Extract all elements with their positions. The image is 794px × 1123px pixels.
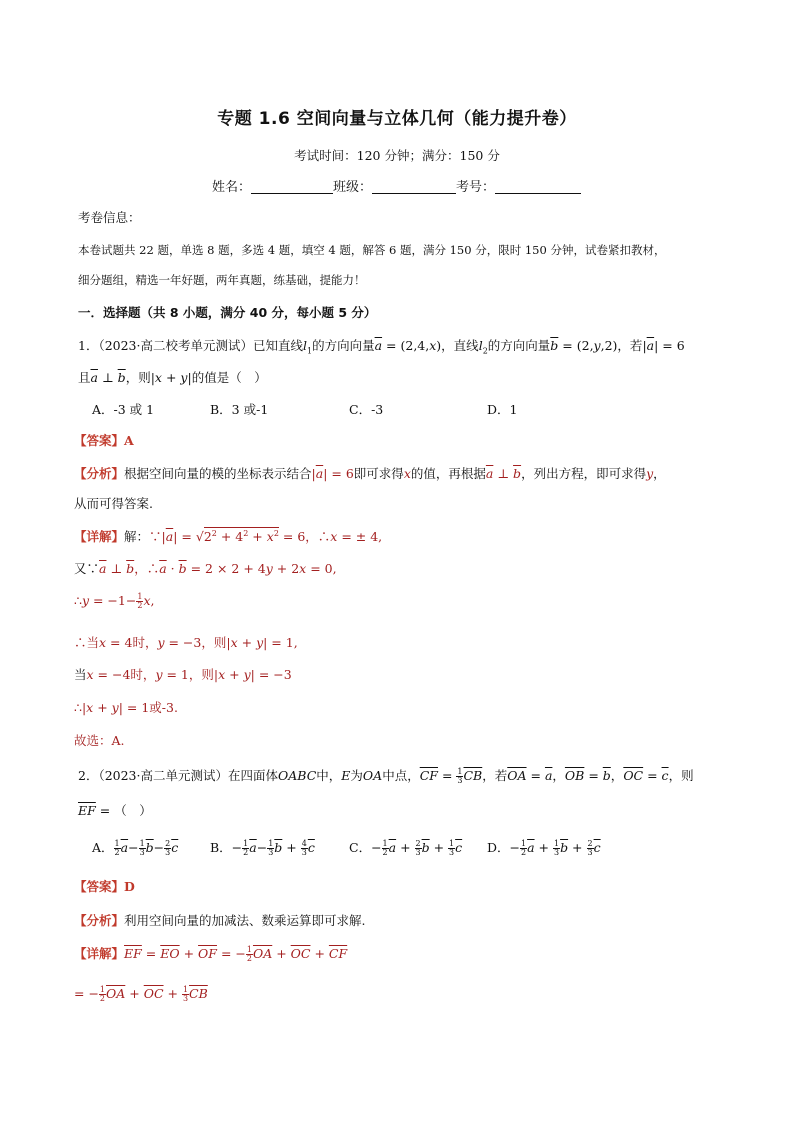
q1-detail-6: ∴|x + y| = 1或-3. [74,700,178,715]
q2-option-c[interactable]: C．− $\frac{1}{2}$ $\overline{a}$ + $\frac{2}{3}$ $\overline{b}$ + $\frac{1}{3}$ $\overline{c}$ [349,839,463,857]
class-blank[interactable] [372,179,456,194]
q1-analysis: 【分析】根据空间向量的模的坐标表示结合$|\overline{a}| = 6$即可求得x的值，再根据$\overline{a}$ ⊥ $\overline{b}$，列出方程，即可求得y， [74,466,666,481]
q1-detail-4: ∴当x = 4时，y = −3，则|x + y| = 1, [74,635,298,650]
info-heading: 考卷信息： [78,210,141,225]
q2-answer: 【答案】D [74,879,135,894]
q2-stem-line-2: $\overline{EF}$ = （ ） [78,803,152,818]
q1-choose: 故选：A. [74,733,125,748]
q2-option-b[interactable]: B．− $\frac{1}{2}$ $\overline{a}-$ $\frac{1}{3}$ $\overline{b}$ + $\frac{4}{3}$ $\overline{c}$ [210,839,315,857]
info-line-2: 细分题组，精选一年好题，两年真题，练基础，提能力！ [78,273,366,287]
q1-detail-2: 又$\because\overline{a}$ ⊥ $\overline{b}$，$\therefore\overline{a} \cdot \overline{b} = 2 \times 2 + 4y + 2x = 0$, [74,561,337,576]
q2-stem-line-1: 2．（2023·高二单元测试）在四面体OABC中，E为OA中点，$\overline{CF}$ = $\frac{1}{3}$ $\overline{CB}$，若$\overline{OA} = \overline{a}$，$\overline{OB} = \overline{b}$，$\overline{OC} = \overline{c}$，则 [78,767,694,785]
name-label: 姓名： [212,180,252,195]
page-title: 专题 1.6 空间向量与立体几何（能力提升卷） [217,109,577,129]
q2-option-a[interactable]: A． $\frac{1}{2}$ $\overline{a}-$ $\frac{1}{3}$ $\overline{b}-$ $\frac{2}{3}$ $\overline{c}$ [92,839,179,857]
number-label: 考号： [456,180,496,195]
info-line-1: 本卷试题共 22 题，单选 8 题，多选 4 题，填空 4 题，解答 6 题，满分 150 分，限时 150 分钟，试卷紧扣教材， [78,243,666,257]
q1-stem-line-2: 且$\overline{a}$ ⊥ $\overline{b}$，则|x + y|的值是（ ） [78,370,267,385]
q2-detail-2: = − $\frac{1}{2}$ $\overline{OA} + \overline{OC}$ + $\frac{1}{3}$ $\overline{CB}$ [74,985,208,1003]
q1-stem-line-1: 1．（2023·高二校考单元测试）已知直线$l_1$的方向向量$\overline{a} = (2,4,x)$，直线$l_2$的方向向量$\overline{b} = (2,y,2)$，若$|\overline{a}| = 6$ [78,338,685,356]
q2-option-d[interactable]: D．− $\frac{1}{2}$ $\overline{a}$ + $\frac{1}{3}$ $\overline{b}$ + $\frac{2}{3}$ $\overline{c}$ [487,839,601,857]
q1-option-a[interactable]: A．-3 或 1 [92,402,155,417]
class-label: 班级： [333,180,373,195]
q2-detail-1: 【详解】$\overline{EF} = \overline{EO} + \overline{OF}$ = − $\frac{1}{2}$ $\overline{OA} + \overline{OC} + \overline{CF}$ [74,945,348,963]
q1-option-c[interactable]: C．-3 [349,402,384,417]
q1-detail-1: 【详解】解：$\because|\overline{a}| = √2^2 + 4^2 + x^2 = 6$，∴x = ± 4, [74,528,383,544]
student-fields [212,176,581,195]
q1-detail-3: ∴y = −1− $\frac{1}{2}$ x, [74,592,155,610]
q1-option-d[interactable]: D．1 [487,402,518,417]
number-blank[interactable] [495,179,581,194]
q1-detail-5: 当x = −4时，y = 1，则|x + y| = −3 [74,667,292,682]
q1-answer: 【答案】A [74,433,134,448]
q1-option-b[interactable]: B．3 或-1 [210,402,269,417]
name-blank[interactable] [251,179,333,194]
section-heading: 一．选择题（共 8 小题，满分 40 分，每小题 5 分） [78,305,377,320]
q2-analysis: 【分析】利用空间向量的加减法、数乘运算即可求解. [74,913,366,928]
q1-analysis-2: 从而可得答案. [74,496,153,511]
exam-time: 考试时间：120 分钟；满分：150 分 [294,148,500,163]
